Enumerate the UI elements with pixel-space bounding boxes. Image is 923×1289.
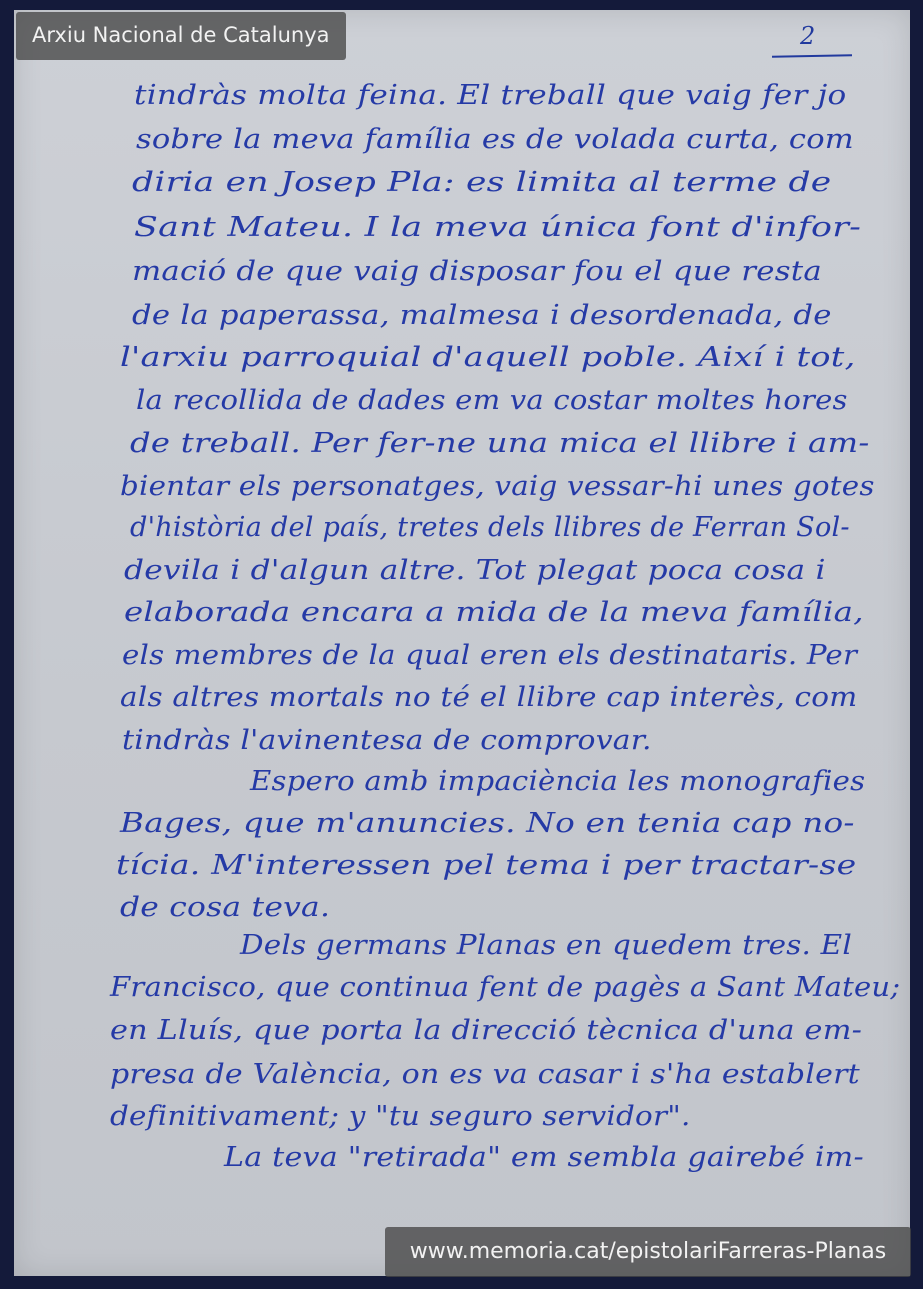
letter-line: d'història del país, tretes dels llibres de Ferran Sol- [130,512,850,543]
letter-line: de cosa teva. [120,892,331,923]
letter-line: Bages, que m'anuncies. No en tenia cap no- [120,808,855,839]
letter-line: en Lluís, que porta la direcció tècnica d'una em- [110,1015,863,1046]
letter-line: sobre la meva família es de volada curta, com [136,124,854,155]
letter-line: bientar els personatges, vaig vessar-hi unes gotes [120,471,875,502]
letter-line: La teva "retirada" em sembla gairebé im- [224,1142,864,1173]
letter-line: elaborada encara a mida de la meva família, [124,597,864,628]
letter-line: devila i d'algun altre. Tot plegat poca cosa i [124,555,826,586]
letter-line: els membres de la qual eren els destinataris. Per [122,640,858,671]
letter-line: tindràs molta feina. El treball que vaig fer jo [134,80,847,111]
letter-line: diria en Josep Pla: es limita al terme de [132,167,832,198]
letter-line: presa de València, on es va casar i s'ha establert [110,1059,860,1090]
letter-line: Dels germans Planas en quedem tres. El [240,930,852,961]
letter-line: Sant Mateu. I la meva única font d'infor- [134,212,862,243]
letter-line: Francisco, que continua fent de pagès a Sant Mateu; [110,972,901,1003]
archive-watermark-label: Arxiu Nacional de Catalunya [16,12,346,60]
letter-line: definitivament; y "tu seguro servidor". [110,1101,691,1132]
letter-line: als altres mortals no té el llibre cap interès, com [120,682,858,713]
letter-line: tícia. M'interessen pel tema i per tractar-se [116,850,857,881]
letter-line: l'arxiu parroquial d'aquell poble. Així i tot, [120,342,856,373]
page-number: 2 [800,22,816,50]
letter-line: mació de que vaig disposar fou el que resta [132,256,822,287]
letter-line: la recollida de dades em va costar moltes hores [136,385,848,416]
letter-line: de la paperassa, malmesa i desordenada, de [132,300,832,331]
letter-line: de treball. Per fer-ne una mica el llibre i am- [130,428,870,459]
source-url-label: www.memoria.cat/epistolariFarreras-Planas [385,1227,911,1277]
letter-line: Espero amb impaciència les monografies [250,766,866,797]
letter-line: tindràs l'avinentesa de comprovar. [122,725,652,756]
